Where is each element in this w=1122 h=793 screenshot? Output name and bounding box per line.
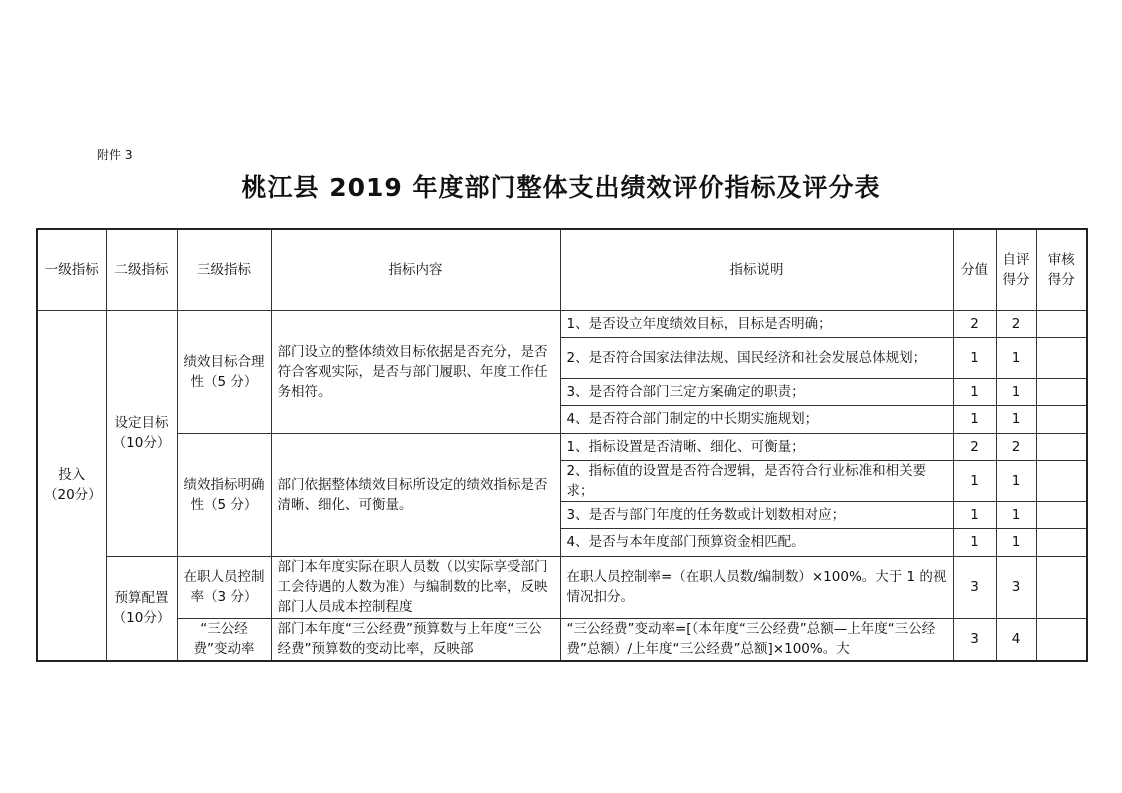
level1-cell: 投入（20分） bbox=[37, 310, 106, 661]
evaluation-table bbox=[36, 228, 1088, 662]
score-cell: 1 bbox=[953, 337, 996, 378]
score-cell: 1 bbox=[953, 405, 996, 433]
header-content: 指标内容 bbox=[271, 229, 560, 310]
score-cell: 1 bbox=[953, 378, 996, 405]
page-title: 桃江县 2019 年度部门整体支出绩效评价指标及评分表 bbox=[241, 173, 881, 202]
content-cell: 部门设立的整体绩效目标依据是否充分，是否符合客观实际，是否与部门履职、年度工作任务相符。 bbox=[271, 310, 560, 433]
level2-cell: 设定目标（10分） bbox=[106, 310, 177, 556]
header-score: 分值 bbox=[953, 229, 996, 310]
score-cell: 3 bbox=[953, 556, 996, 618]
self-score-cell: 1 bbox=[996, 378, 1036, 405]
header-level2: 二级指标 bbox=[106, 229, 177, 310]
audit-score-cell[interactable] bbox=[1036, 556, 1087, 618]
header-self: 自评得分 bbox=[996, 229, 1036, 310]
audit-score-cell[interactable] bbox=[1036, 501, 1087, 528]
audit-score-cell[interactable] bbox=[1036, 378, 1087, 405]
self-score-cell: 1 bbox=[996, 528, 1036, 556]
audit-score-cell[interactable] bbox=[1036, 337, 1087, 378]
self-score-cell: 4 bbox=[996, 618, 1036, 661]
score-cell: 2 bbox=[953, 310, 996, 337]
header-audit: 审核得分 bbox=[1036, 229, 1087, 310]
score-cell: 1 bbox=[953, 460, 996, 501]
audit-score-cell[interactable] bbox=[1036, 405, 1087, 433]
level3-cell: 在职人员控制率（3 分） bbox=[177, 556, 271, 618]
content-cell: 部门依据整体绩效目标所设定的绩效指标是否清晰、细化、可衡量。 bbox=[271, 433, 560, 556]
level3-cell: “三公经费”变动率 bbox=[193, 621, 255, 658]
header-desc: 指标说明 bbox=[560, 229, 953, 310]
score-cell: 1 bbox=[953, 528, 996, 556]
desc-cell: 1、是否设立年度绩效目标，目标是否明确； bbox=[560, 310, 953, 337]
header-level3: 三级指标 bbox=[177, 229, 271, 310]
level3-cell: 绩效指标明确性（5 分） bbox=[177, 433, 271, 556]
desc-cell: 4、是否与本年度部门预算资金相匹配。 bbox=[560, 528, 953, 556]
self-score-cell: 3 bbox=[996, 556, 1036, 618]
audit-score-cell[interactable] bbox=[1036, 310, 1087, 337]
header-level1: 一级指标 bbox=[37, 229, 106, 310]
desc-cell: 2、指标值的设置是否符合逻辑，是否符合行业标准和相关要求； bbox=[560, 460, 953, 501]
score-cell: 3 bbox=[953, 618, 996, 661]
level2-cell: 预算配置（10分） bbox=[106, 556, 177, 661]
level3-cell: 绩效目标合理性（5 分） bbox=[177, 310, 271, 433]
desc-cell: 2、是否符合国家法律法规、国民经济和社会发展总体规划； bbox=[560, 337, 953, 378]
content-cell: 部门本年度实际在职人员数（以实际享受部门工会待遇的人数为准）与编制数的比率，反映部门人员成本控制程度 bbox=[271, 556, 560, 618]
attachment-label: 附件 3 bbox=[97, 148, 133, 162]
self-score-cell: 2 bbox=[996, 433, 1036, 460]
self-score-cell: 2 bbox=[996, 310, 1036, 337]
desc-cell: “三公经费”变动率=[（本年度“三公经费”总额—上年度“三公经费”总额）/上年度“三公经费”总额]×100%。大 bbox=[566, 621, 936, 658]
desc-cell: 3、是否与部门年度的任务数或计划数相对应； bbox=[560, 501, 953, 528]
self-score-cell: 1 bbox=[996, 460, 1036, 501]
content-cell: 部门本年度“三公经费”预算数与上年度“三公经费”预算数的变动比率，反映部 bbox=[277, 621, 542, 658]
self-score-cell: 1 bbox=[996, 501, 1036, 528]
desc-cell: 4、是否符合部门制定的中长期实施规划； bbox=[560, 405, 953, 433]
desc-cell: 在职人员控制率=（在职人员数/编制数）×100%。大于 1 的视情况扣分。 bbox=[560, 556, 953, 618]
desc-cell: 3、是否符合部门三定方案确定的职责； bbox=[560, 378, 953, 405]
desc-cell: 1、指标设置是否清晰、细化、可衡量； bbox=[560, 433, 953, 460]
audit-score-cell[interactable] bbox=[1036, 528, 1087, 556]
audit-score-cell[interactable] bbox=[1036, 433, 1087, 460]
audit-score-cell[interactable] bbox=[1036, 460, 1087, 501]
score-cell: 1 bbox=[953, 501, 996, 528]
self-score-cell: 1 bbox=[996, 405, 1036, 433]
self-score-cell: 1 bbox=[996, 337, 1036, 378]
audit-score-cell[interactable] bbox=[1036, 618, 1087, 661]
score-cell: 2 bbox=[953, 433, 996, 460]
